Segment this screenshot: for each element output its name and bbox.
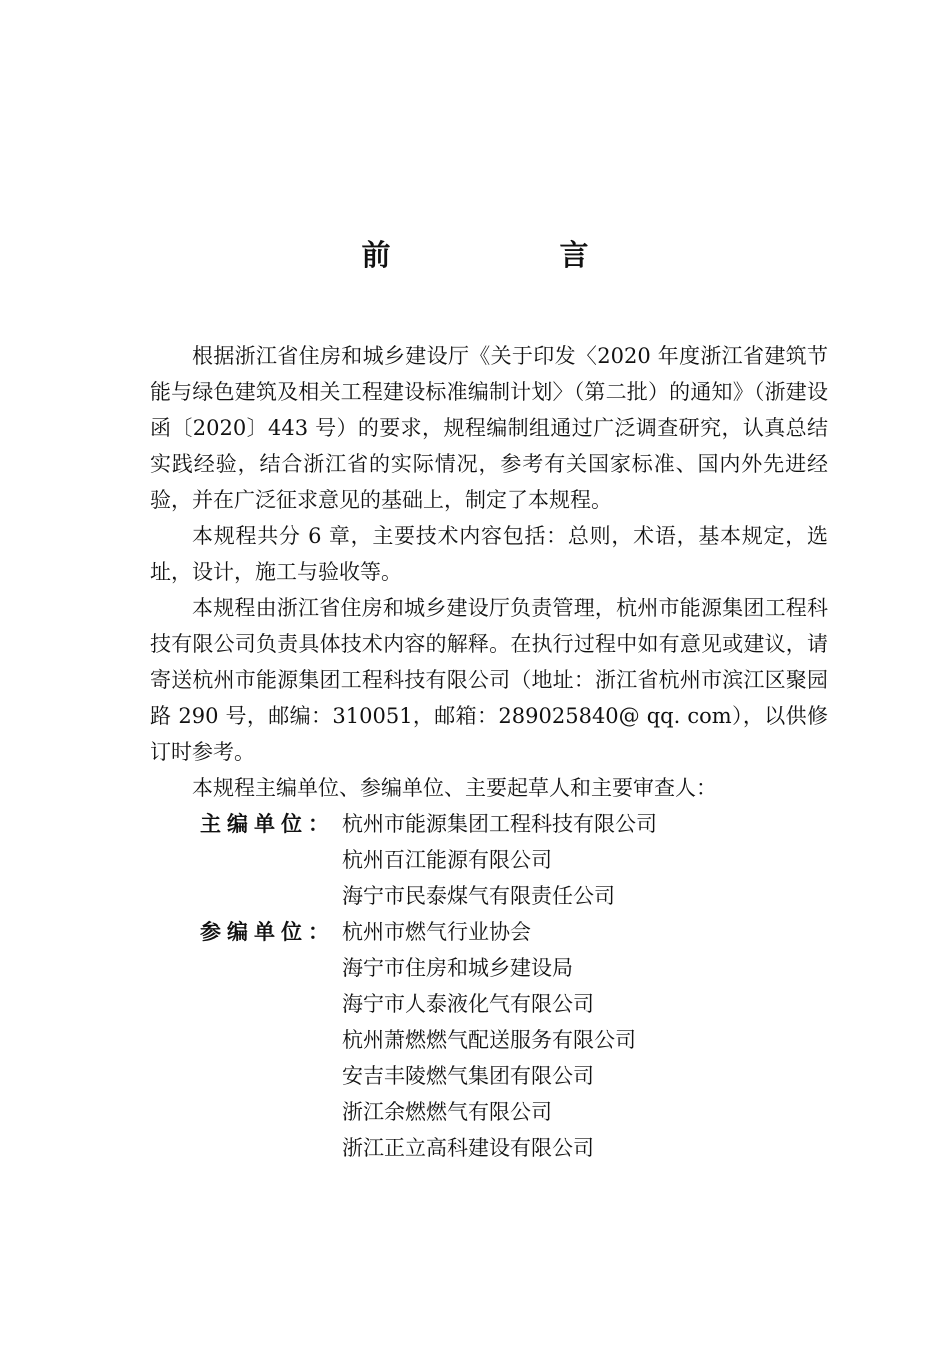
chief-units-group <box>150 806 828 914</box>
paragraph-contents: 本规程共分 6 章，主要技术内容包括：总则，术语，基本规定，选址，设计，施工与验收等。 <box>150 524 828 584</box>
preface-body <box>150 338 828 1166</box>
list-item: 海宁市民泰煤气有限责任公司 <box>342 884 615 908</box>
chief-units-label: 主编单位： <box>200 812 335 836</box>
paragraph-background: 根据浙江省住房和城乡建设厅《关于印发〈2020 年度浙江省建筑节能与绿色建筑及相关工程建设标准编制计划〉（第二批）的通知》（浙建设函〔2020〕443 号）的要求，规程编制组通过广泛调查研究，认真总结实践经验，结合浙江省的实际情况，参考有关国家标准、国内外先进经验，并在广泛征求意见的基础上，制定了本规程。 <box>150 344 828 512</box>
units-section <box>150 806 828 1166</box>
paragraph-management: 本规程由浙江省住房和城乡建设厅负责管理，杭州市能源集团工程科技有限公司负责具体技术内容的解释。在执行过程中如有意见或建议，请寄送杭州市能源集团工程科技有限公司（地址：浙江省杭州市滨江区聚园路 290 号，邮编：310051，邮箱：289025840@ qq. com），以供修订时参考。 <box>150 596 828 764</box>
participating-units-list <box>342 914 636 1166</box>
list-item: 浙江余燃燃气有限公司 <box>342 1100 552 1124</box>
list-item: 海宁市住房和城乡建设局 <box>342 956 573 980</box>
list-item: 杭州市能源集团工程科技有限公司 <box>342 812 657 836</box>
list-item: 杭州百江能源有限公司 <box>342 848 552 872</box>
list-item: 海宁市人泰液化气有限公司 <box>342 992 594 1016</box>
list-item: 杭州萧燃燃气配送服务有限公司 <box>342 1028 636 1052</box>
list-item: 杭州市燃气行业协会 <box>342 920 531 944</box>
participating-units-group <box>150 914 828 1166</box>
chief-units-list <box>342 806 657 914</box>
participating-units-label: 参编单位： <box>200 920 335 944</box>
list-item: 安吉丰陵燃气集团有限公司 <box>342 1064 594 1088</box>
page-title: 前 言 <box>361 238 659 272</box>
paragraph-units-intro: 本规程主编单位、参编单位、主要起草人和主要审查人： <box>192 776 717 800</box>
list-item: 浙江正立高科建设有限公司 <box>342 1136 594 1160</box>
